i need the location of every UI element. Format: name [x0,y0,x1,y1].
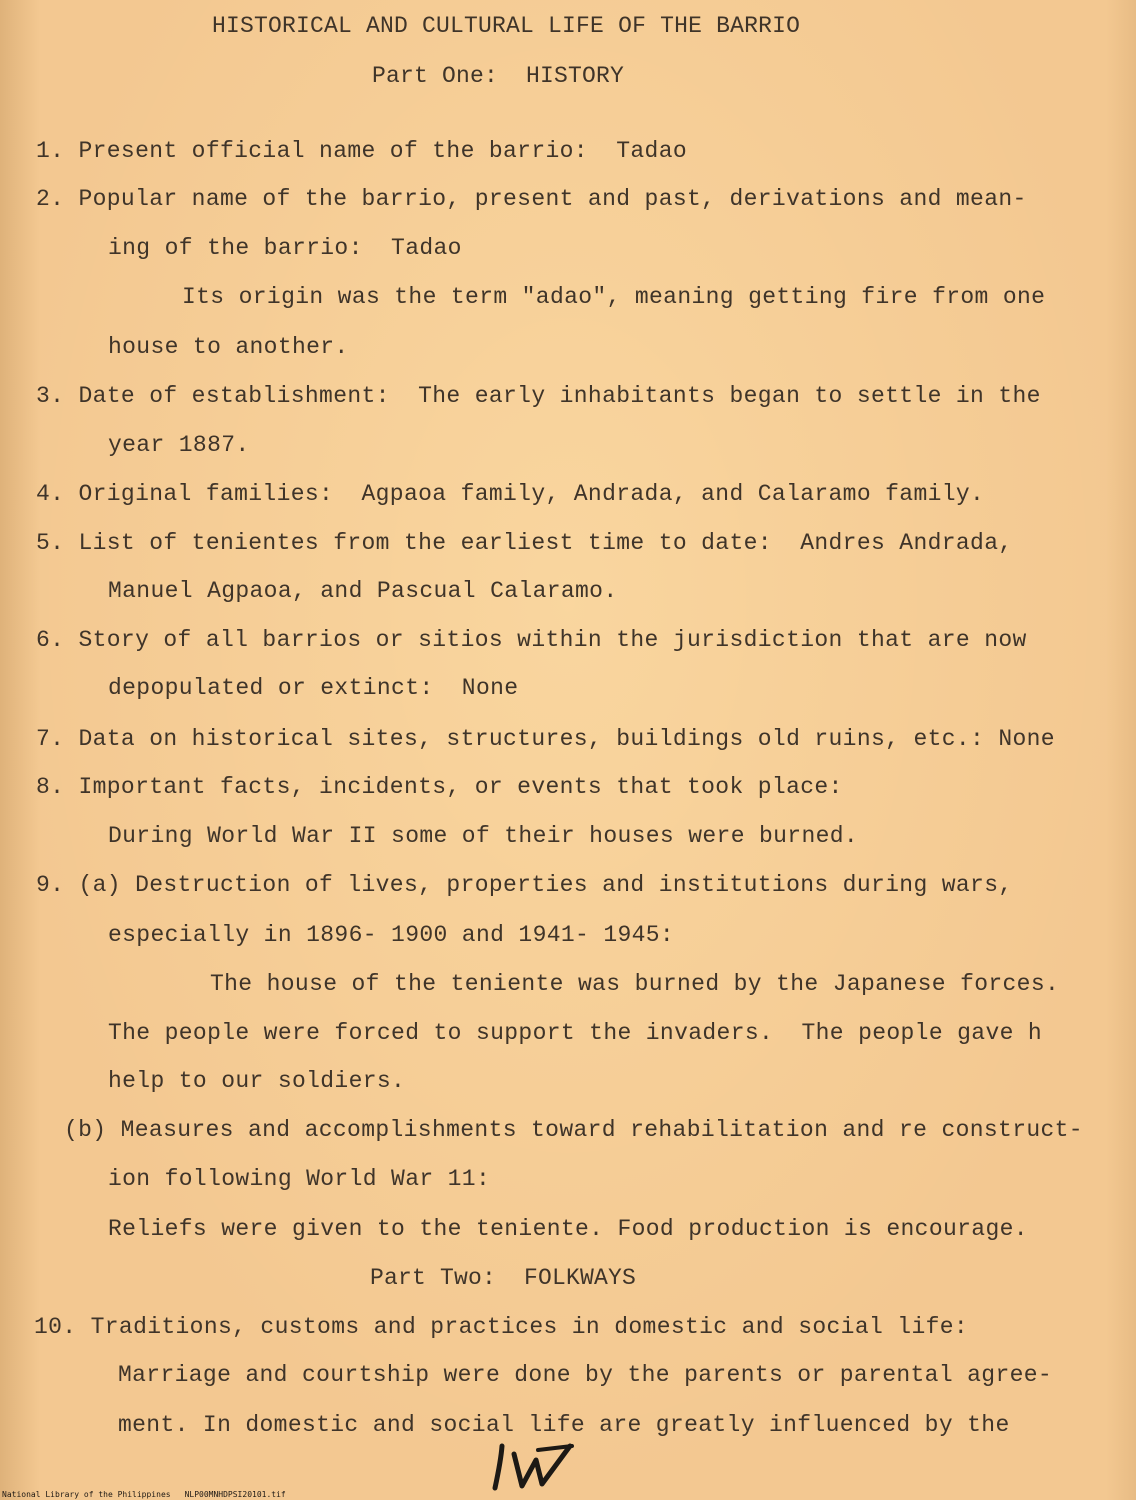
item-7-historical-sites: 7. Data on historical sites, structures, buildings old ruins, etc.: None [36,726,1055,752]
item-2-popular-name: 2. Popular name of the barrio, present and past, derivations and mean- [36,186,1027,212]
item-9b-continued: ion following World War 11: [108,1166,491,1192]
item-8-continued: During World War II some of their houses were burned. [108,823,859,849]
item-9a-detail-2: The people were forced to support the invaders. The people gave h [108,1020,1043,1046]
item-10-traditions: 10. Traditions, customs and practices in domestic and social life: [34,1314,969,1340]
item-9a-continued: especially in 1896- 1900 and 1941- 1945: [108,922,675,948]
item-10-continued-1: Marriage and courtship were done by the parents or parental agree- [118,1362,1053,1388]
item-1-official-name: 1. Present official name of the barrio: Tadao [36,138,688,164]
document-title: HISTORICAL AND CULTURAL LIFE OF THE BARRIO [212,13,801,39]
item-4-original-families: 4. Original families: Agpaoa family, Andrada, and Calaramo family. [36,481,985,507]
item-8-important-facts: 8. Important facts, incidents, or events that took place: [36,774,843,800]
item-3-continued: year 1887. [108,432,250,458]
item-2-origin-continued: house to another. [108,334,349,360]
item-9a-detail-1: The house of the teniente was burned by the Japanese forces. [210,971,1060,997]
item-9b-detail: Reliefs were given to the teniente. Food production is encourage. [108,1216,1028,1242]
footer-file-id: NLP00MNHDPSI20101.tif [184,1490,286,1499]
item-9b-rehabilitation: (b) Measures and accomplishments toward rehabilitation and re construct- [64,1117,1083,1143]
scan-footer [2,1490,300,1499]
item-6-extinct-barrios: 6. Story of all barrios or sitios within the jurisdiction that are now [36,627,1027,653]
part-two-heading: Part Two: FOLKWAYS [370,1265,637,1291]
footer-library: National Library of the Philippines [2,1490,171,1499]
item-10-continued-2: ment. In domestic and social life are greatly influenced by the [118,1412,1010,1438]
item-9a-detail-3: help to our soldiers. [108,1068,406,1094]
item-5-continued: Manuel Agpaoa, and Pascual Calaramo. [108,578,618,604]
item-5-tenientes: 5. List of tenientes from the earliest time to date: Andres Andrada, [36,530,1013,556]
item-6-continued: depopulated or extinct: None [108,675,519,701]
item-9a-destruction: 9. (a) Destruction of lives, properties and institutions during wars, [36,872,1013,898]
handwritten-page-mark [488,1440,578,1492]
item-2-origin: Its origin was the term "adao", meaning getting fire from one [182,284,1046,310]
item-2-continued: ing of the barrio: Tadao [108,235,462,261]
item-3-date-established: 3. Date of establishment: The early inhabitants began to settle in the [36,383,1041,409]
part-one-heading: Part One: HISTORY [372,63,625,89]
